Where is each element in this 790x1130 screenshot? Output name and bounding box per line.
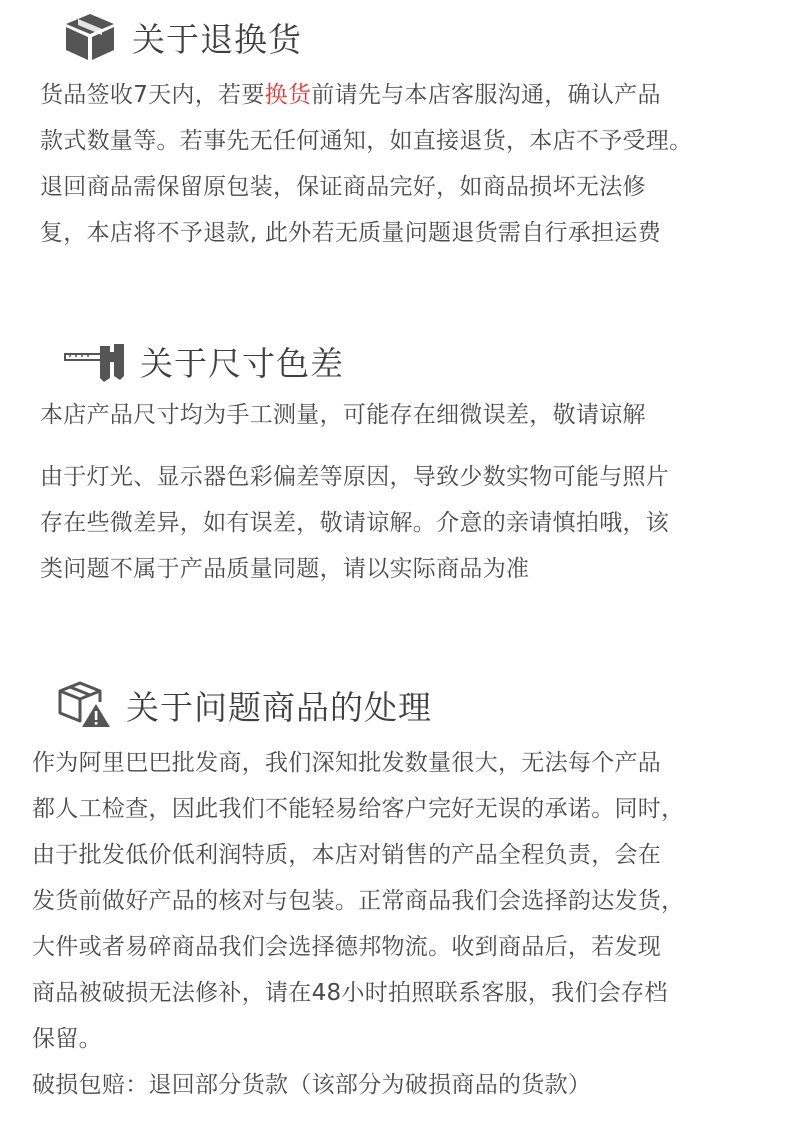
problem-line-8: 破损包赔：退回部分货款（该部分为破损商品的货款） [32, 1072, 592, 1098]
problem-line-3: 由于批发低价低利润特质，本店对销售的产品全程负责，会在 [32, 842, 662, 868]
size-line-2: 存在些微差异，如有误差，敬请谅解。介意的亲请慎拍哦，该 [40, 510, 670, 536]
box-icon [64, 12, 116, 62]
problem-line-5: 大件或者易碎商品我们会选择德邦物流。收到商品后，若发现 [32, 934, 662, 960]
returns-line-1-pre: 货品签收7天内，若要 [40, 82, 265, 108]
size-line-1: 由于灯光、显示器色彩偏差等原因，导致少数实物可能与照片 [40, 464, 670, 490]
problem-line-4: 发货前做好产品的核对与包装。正常商品我们会选择韵达发货， [32, 888, 685, 914]
size-para-1: 本店产品尺寸均为手工测量，可能存在细微误差，敬请谅解 [40, 402, 646, 428]
section-size-title: 关于尺寸色差 [140, 344, 344, 383]
section-problem-body [32, 740, 684, 1108]
section-size-body [40, 454, 669, 592]
returns-line-2: 款式数量等。若事先无任何通知，如直接退货，本店不予受理。 [40, 128, 693, 154]
box-warning-icon [58, 680, 112, 730]
returns-line-1 [40, 72, 692, 118]
returns-line-4: 复，本店将不予退款, 此外若无质量问题退货需自行承担运费 [40, 220, 662, 246]
problem-line-1: 作为阿里巴巴批发商，我们深知批发数量很大，无法每个产品 [32, 750, 662, 776]
returns-line-1-post: 前请先与本店客服沟通，确认产品 [311, 82, 661, 108]
problem-line-6: 商品被破损无法修补，请在48小时拍照联系客服，我们会存档 [32, 980, 668, 1006]
section-problem-header [58, 680, 432, 730]
problem-line-2: 都人工检查，因此我们不能轻易给客户完好无误的承诺。同时， [32, 796, 685, 822]
returns-highlight-exchange: 换货 [264, 82, 312, 108]
section-size-note [40, 398, 646, 432]
section-returns-title: 关于退换货 [132, 19, 302, 59]
caliper-icon [64, 340, 126, 384]
returns-line-3: 退回商品需保留原包装，保证商品完好，如商品损坏无法修 [40, 174, 646, 200]
section-problem-title: 关于问题商品的处理 [126, 687, 432, 727]
size-line-3: 类问题不属于产品质量同题，请以实际商品为准 [40, 556, 530, 582]
section-returns-body [40, 72, 692, 256]
section-size-header [64, 338, 344, 385]
problem-line-7: 保留。 [32, 1026, 102, 1052]
section-returns-header [64, 12, 302, 62]
